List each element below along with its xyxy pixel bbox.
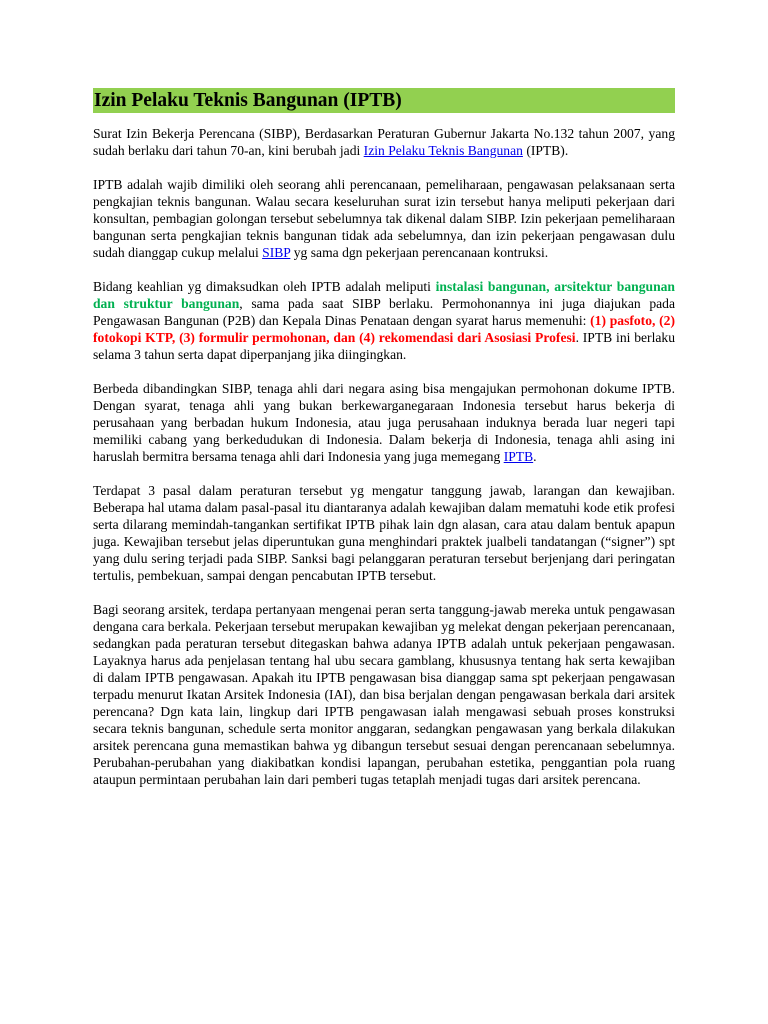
paragraph-1-text-a: Surat Izin Bekerja Perencana (SIBP), Berdasarkan Peraturan Gubernur Jakarta No.132 tahun 2007, yang sudah berlaku dari tahun 70-an, kini berubah jadi [93, 126, 675, 158]
paragraph-3-text-c: . IPTB ini berlaku selama 3 tahun serta dapat diperpanjang jika diingingkan. [93, 330, 675, 362]
paragraph-1 [93, 125, 675, 159]
document-page [93, 88, 675, 805]
expertise-fields-highlight: instalasi bangunan, arsitektur bangunan dan struktur bangunan [93, 279, 675, 311]
paragraph-3-text-a: Bidang keahlian yg dimaksudkan oleh IPTB adalah meliputi [93, 279, 436, 294]
iptb-full-name-link[interactable]: Izin Pelaku Teknis Bangunan [363, 143, 523, 158]
requirements-highlight: (1) pasfoto, (2) fotokopi KTP, (3) formulir permohonan, dan (4) rekomendasi dari Asosiasi Profesi [93, 313, 675, 345]
paragraph-4-text-b: . [533, 449, 537, 464]
paragraph-3-text-b: , sama pada saat SIBP berlaku. Permohonannya ini juga diajukan pada Pengawasan Bangunan (P2B) dan Kepala Dinas Penataan dengan syarat harus memenuhi: [93, 296, 675, 328]
paragraph-4-text-a: Berbeda dibandingkan SIBP, tenaga ahli dari negara asing bisa mengajukan permohonan dokume IPTB. Dengan syarat, tenaga ahli yang bukan berkewarganegaraan Indonesia tersebut harus bekerja di perusahaan yang berbadan hukum Indonesia, atau juga perusahaan induknya berada luar negeri tapi memiliki cabang yang berkedudukan di Indonesia. Dalam bekerja di Indonesia, tenaga ahli asing ini haruslah bermitra bersama tenaga ahli dari Indonesia yang juga memegang [93, 381, 675, 464]
paragraph-6: Bagi seorang arsitek, terdapa pertanyaan mengenai peran serta tanggung-jawab mereka untuk pengawasan dengana cara berkala. Pekerjaan tersebut merupakan kewajiban yg melekat dengan pekerjaan perencanaan, sedangkan pada peraturan tersebut ditegaskan bahwa adanya IPTB adalah untuk pekerjaan pengawasan. Layaknya harus ada penjelasan tentang hal ubu secara gamblang, khususnya tentang hak serta kewajiban di dalam IPTB pengawasan. Apakah itu IPTB pengawasan bisa dianggap sama spt pekerjaan pengawasan terpadu menurut Ikatan Arsitek Indonesia (IAI), dan bisa berjalan dengan pengawasan berkala dari arsitek perencana? Dgn kata lain, lingkup dari IPTB pengawasan ialah mengawasi sebuah proses konstruksi secara teknis bangunan, schedule serta monitor anggaran, sedangkan pengawasan yang berkala dilakukan arsitek perencana guna memastikan bahwa yg dibangun tersebut sesuai dengan perencanaan sebelumnya. Perubahan-perubahan yang diakibatkan kondisi lapangan, perubahan estetika, penggantian pola ruang ataupun permintaan perubahan lain dari pemberi tugas tetaplah menjadi tugas dari arsitek perencana. [93, 602, 675, 787]
sibp-link[interactable]: SIBP [262, 245, 291, 260]
iptb-link[interactable]: IPTB [503, 449, 534, 464]
paragraph-4 [93, 380, 675, 465]
paragraph-2 [93, 176, 675, 261]
paragraph-1-text-b: (IPTB). [522, 143, 569, 158]
paragraph-2-text-a: IPTB adalah wajib dimiliki oleh seorang ahli perencanaan, pemeliharaan, pengawasan pelaksanaan serta pengkajian teknis bangunan. Walau secara keseluruhan surat izin tersebut hanya meliputi pekerjaan dari konsultan, pembagian golongan tersebut sebelumnya tak dikenal dalam SIBP. Izin pekerjaan pemeliharaan bangunan serta pengkajian teknis bangunan tidak ada sebelumnya, dan izin pekerjaan pengawasan dulu sudah dianggap cukup melalui [93, 177, 675, 260]
paragraph-3 [93, 278, 675, 363]
paragraph-5: Terdapat 3 pasal dalam peraturan tersebut yg mengatur tanggung jawab, larangan dan kewajiban. Beberapa hal utama dalam pasal-pasal itu diantaranya adalah kewajiban dalam mematuhi kode etik profesi serta dilarang memindah-tangankan sertifikat IPTB pihak lain dgn alasan, cara atau dalam bentuk apapun juga. Kewajiban tersebut jelas diperuntukan guna menghindari praktek jualbeli tandatangan (“signer”) spt yang dulu sering terjadi pada SIBP. Sanksi bagi pelanggaran peraturan tersebut berjenjang dari peringatan tertulis, pembekuan, sampai dengan pencabutan IPTB tersebut. [93, 483, 675, 583]
page-title: Izin Pelaku Teknis Bangunan (IPTB) [93, 88, 675, 113]
paragraph-2-text-b: yg sama dgn pekerjaan perencanaan kontruksi. [290, 245, 549, 260]
